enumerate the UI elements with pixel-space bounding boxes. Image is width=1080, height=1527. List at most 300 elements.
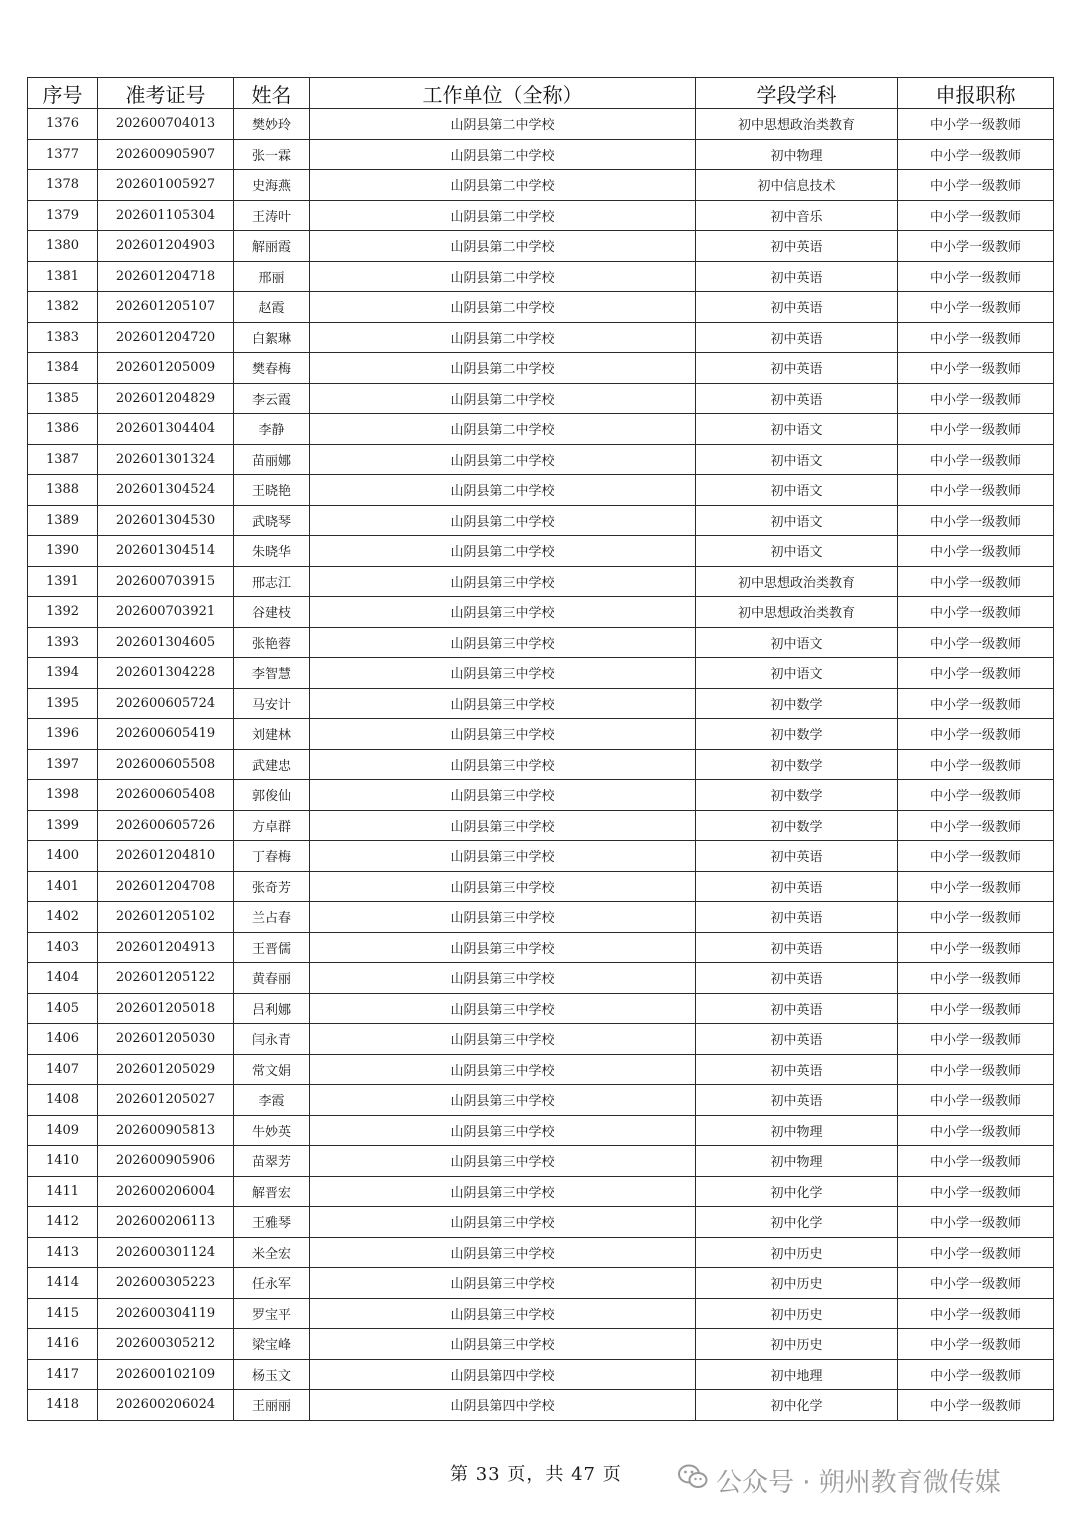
cell-subject: 初中语文 — [696, 658, 898, 689]
cell-exam-number: 202600305223 — [98, 1268, 234, 1299]
cell-exam-number: 202601205027 — [98, 1085, 234, 1116]
candidate-table — [27, 77, 1054, 1421]
cell-title: 中小学一级教师 — [898, 871, 1054, 902]
cell-seq: 1376 — [28, 109, 98, 140]
cell-name: 李智慧 — [234, 658, 310, 689]
table-row — [28, 1268, 1054, 1299]
page-number: 第 33 页，共 47 页 — [450, 1464, 622, 1485]
cell-title: 中小学一级教师 — [898, 261, 1054, 292]
cell-exam-number: 202601205102 — [98, 902, 234, 933]
cell-name: 朱晓华 — [234, 536, 310, 567]
cell-subject: 初中英语 — [696, 993, 898, 1024]
cell-seq: 1397 — [28, 749, 98, 780]
cell-name: 邢志江 — [234, 566, 310, 597]
cell-title: 中小学一级教师 — [898, 1298, 1054, 1329]
cell-name: 吕利娜 — [234, 993, 310, 1024]
cell-title: 中小学一级教师 — [898, 536, 1054, 567]
cell-name: 王涛叶 — [234, 200, 310, 231]
cell-work-unit: 山阴县第二中学校 — [310, 536, 696, 567]
cell-seq: 1390 — [28, 536, 98, 567]
cell-name: 丁春梅 — [234, 841, 310, 872]
cell-subject: 初中思想政治类教育 — [696, 597, 898, 628]
cell-subject: 初中历史 — [696, 1298, 898, 1329]
cell-name: 牛妙英 — [234, 1115, 310, 1146]
cell-work-unit: 山阴县第三中学校 — [310, 749, 696, 780]
cell-title: 中小学一级教师 — [898, 566, 1054, 597]
cell-exam-number: 202601204718 — [98, 261, 234, 292]
table-row — [28, 871, 1054, 902]
cell-seq: 1378 — [28, 170, 98, 201]
cell-seq: 1412 — [28, 1207, 98, 1238]
cell-title: 中小学一级教师 — [898, 810, 1054, 841]
cell-seq: 1379 — [28, 200, 98, 231]
cell-work-unit: 山阴县第二中学校 — [310, 414, 696, 445]
cell-subject: 初中英语 — [696, 231, 898, 262]
cell-title: 中小学一级教师 — [898, 1237, 1054, 1268]
cell-subject: 初中英语 — [696, 353, 898, 384]
cell-name: 苗翠芳 — [234, 1146, 310, 1177]
cell-subject: 初中历史 — [696, 1268, 898, 1299]
cell-seq: 1395 — [28, 688, 98, 719]
cell-exam-number: 202601304605 — [98, 627, 234, 658]
cell-subject: 初中语文 — [696, 414, 898, 445]
cell-title: 中小学一级教师 — [898, 292, 1054, 323]
cell-exam-number: 202601204903 — [98, 231, 234, 262]
cell-name: 米全宏 — [234, 1237, 310, 1268]
cell-subject: 初中英语 — [696, 1054, 898, 1085]
cell-title: 中小学一级教师 — [898, 993, 1054, 1024]
cell-exam-number: 202601304404 — [98, 414, 234, 445]
header-exam-number: 准考证号 — [98, 78, 234, 109]
cell-work-unit: 山阴县第二中学校 — [310, 109, 696, 140]
cell-subject: 初中音乐 — [696, 200, 898, 231]
cell-subject: 初中物理 — [696, 1146, 898, 1177]
cell-name: 解晋宏 — [234, 1176, 310, 1207]
cell-work-unit: 山阴县第三中学校 — [310, 780, 696, 811]
cell-exam-number: 202601204810 — [98, 841, 234, 872]
cell-work-unit: 山阴县第三中学校 — [310, 1176, 696, 1207]
cell-seq: 1416 — [28, 1329, 98, 1360]
cell-title: 中小学一级教师 — [898, 200, 1054, 231]
cell-subject: 初中英语 — [696, 383, 898, 414]
cell-title: 中小学一级教师 — [898, 1329, 1054, 1360]
cell-exam-number: 202601304228 — [98, 658, 234, 689]
table-row — [28, 749, 1054, 780]
cell-seq: 1396 — [28, 719, 98, 750]
cell-seq: 1408 — [28, 1085, 98, 1116]
cell-exam-number: 202601204913 — [98, 932, 234, 963]
cell-exam-number: 202601301324 — [98, 444, 234, 475]
cell-exam-number: 202600703915 — [98, 566, 234, 597]
cell-subject: 初中思想政治类教育 — [696, 566, 898, 597]
cell-name: 武晓琴 — [234, 505, 310, 536]
cell-seq: 1399 — [28, 810, 98, 841]
cell-seq: 1384 — [28, 353, 98, 384]
cell-name: 张艳蓉 — [234, 627, 310, 658]
cell-seq: 1417 — [28, 1359, 98, 1390]
cell-title: 中小学一级教师 — [898, 1024, 1054, 1055]
cell-seq: 1377 — [28, 139, 98, 170]
cell-title: 中小学一级教师 — [898, 505, 1054, 536]
cell-title: 中小学一级教师 — [898, 170, 1054, 201]
cell-seq: 1394 — [28, 658, 98, 689]
table-row — [28, 1024, 1054, 1055]
cell-subject: 初中语文 — [696, 536, 898, 567]
cell-name: 杨玉文 — [234, 1359, 310, 1390]
cell-subject: 初中语文 — [696, 475, 898, 506]
cell-work-unit: 山阴县第三中学校 — [310, 566, 696, 597]
table-row — [28, 200, 1054, 231]
cell-title: 中小学一级教师 — [898, 1176, 1054, 1207]
cell-work-unit: 山阴县第二中学校 — [310, 231, 696, 262]
cell-work-unit: 山阴县第三中学校 — [310, 1024, 696, 1055]
cell-exam-number: 202601204720 — [98, 322, 234, 353]
table-row — [28, 1085, 1054, 1116]
cell-exam-number: 202600605726 — [98, 810, 234, 841]
cell-seq: 1403 — [28, 932, 98, 963]
cell-work-unit: 山阴县第三中学校 — [310, 719, 696, 750]
cell-seq: 1402 — [28, 902, 98, 933]
cell-work-unit: 山阴县第三中学校 — [310, 658, 696, 689]
cell-name: 王晓艳 — [234, 475, 310, 506]
cell-name: 闫永青 — [234, 1024, 310, 1055]
table-row — [28, 963, 1054, 994]
cell-work-unit: 山阴县第三中学校 — [310, 1054, 696, 1085]
table-row — [28, 1207, 1054, 1238]
cell-subject: 初中历史 — [696, 1329, 898, 1360]
cell-title: 中小学一级教师 — [898, 475, 1054, 506]
cell-exam-number: 202600605419 — [98, 719, 234, 750]
cell-work-unit: 山阴县第三中学校 — [310, 1115, 696, 1146]
cell-subject: 初中思想政治类教育 — [696, 109, 898, 140]
cell-exam-number: 202601205018 — [98, 993, 234, 1024]
cell-work-unit: 山阴县第三中学校 — [310, 841, 696, 872]
cell-name: 解丽霞 — [234, 231, 310, 262]
cell-exam-number: 202601205029 — [98, 1054, 234, 1085]
cell-seq: 1413 — [28, 1237, 98, 1268]
cell-title: 中小学一级教师 — [898, 444, 1054, 475]
table-row — [28, 627, 1054, 658]
cell-name: 王雅琴 — [234, 1207, 310, 1238]
cell-exam-number: 202601105304 — [98, 200, 234, 231]
table-row — [28, 444, 1054, 475]
cell-name: 樊妙玲 — [234, 109, 310, 140]
cell-seq: 1400 — [28, 841, 98, 872]
cell-seq: 1382 — [28, 292, 98, 323]
cell-subject: 初中英语 — [696, 932, 898, 963]
cell-exam-number: 202601304514 — [98, 536, 234, 567]
table-row — [28, 780, 1054, 811]
cell-title: 中小学一级教师 — [898, 658, 1054, 689]
cell-name: 樊春梅 — [234, 353, 310, 384]
cell-seq: 1387 — [28, 444, 98, 475]
cell-work-unit: 山阴县第三中学校 — [310, 1237, 696, 1268]
cell-title: 中小学一级教师 — [898, 322, 1054, 353]
cell-seq: 1405 — [28, 993, 98, 1024]
table-row — [28, 536, 1054, 567]
header-work-unit: 工作单位（全称） — [310, 78, 696, 109]
cell-name: 邢丽 — [234, 261, 310, 292]
cell-exam-number: 202601304524 — [98, 475, 234, 506]
cell-subject: 初中语文 — [696, 444, 898, 475]
cell-work-unit: 山阴县第二中学校 — [310, 292, 696, 323]
cell-exam-number: 202600905813 — [98, 1115, 234, 1146]
cell-subject: 初中英语 — [696, 841, 898, 872]
cell-seq: 1392 — [28, 597, 98, 628]
watermark — [678, 1462, 1001, 1499]
cell-subject: 初中信息技术 — [696, 170, 898, 201]
table-row — [28, 1115, 1054, 1146]
cell-title: 中小学一级教师 — [898, 231, 1054, 262]
cell-work-unit: 山阴县第三中学校 — [310, 810, 696, 841]
cell-work-unit: 山阴县第三中学校 — [310, 963, 696, 994]
cell-work-unit: 山阴县第三中学校 — [310, 871, 696, 902]
cell-subject: 初中英语 — [696, 1024, 898, 1055]
table-row — [28, 993, 1054, 1024]
cell-name: 梁宝峰 — [234, 1329, 310, 1360]
table-row — [28, 688, 1054, 719]
cell-subject: 初中数学 — [696, 749, 898, 780]
cell-title: 中小学一级教师 — [898, 353, 1054, 384]
cell-work-unit: 山阴县第三中学校 — [310, 1268, 696, 1299]
cell-seq: 1391 — [28, 566, 98, 597]
cell-exam-number: 202601205107 — [98, 292, 234, 323]
cell-subject: 初中数学 — [696, 780, 898, 811]
header-name: 姓名 — [234, 78, 310, 109]
cell-name: 任永军 — [234, 1268, 310, 1299]
table-row — [28, 1298, 1054, 1329]
cell-name: 郭俊仙 — [234, 780, 310, 811]
table-row — [28, 1146, 1054, 1177]
cell-work-unit: 山阴县第三中学校 — [310, 1329, 696, 1360]
cell-seq: 1414 — [28, 1268, 98, 1299]
cell-subject: 初中英语 — [696, 261, 898, 292]
cell-seq: 1386 — [28, 414, 98, 445]
cell-exam-number: 202600206024 — [98, 1390, 234, 1421]
cell-seq: 1410 — [28, 1146, 98, 1177]
cell-title: 中小学一级教师 — [898, 1146, 1054, 1177]
table-row — [28, 1359, 1054, 1390]
cell-title: 中小学一级教师 — [898, 1268, 1054, 1299]
cell-exam-number: 202600905906 — [98, 1146, 234, 1177]
cell-title: 中小学一级教师 — [898, 1207, 1054, 1238]
cell-work-unit: 山阴县第三中学校 — [310, 1207, 696, 1238]
table-row — [28, 505, 1054, 536]
cell-seq: 1389 — [28, 505, 98, 536]
table-row — [28, 322, 1054, 353]
cell-exam-number: 202601204829 — [98, 383, 234, 414]
cell-title: 中小学一级教师 — [898, 963, 1054, 994]
cell-subject: 初中语文 — [696, 627, 898, 658]
cell-work-unit: 山阴县第三中学校 — [310, 1146, 696, 1177]
watermark-text: 公众号 · 朔州教育微传媒 — [716, 1468, 1001, 1498]
table-row — [28, 1237, 1054, 1268]
header-seq: 序号 — [28, 78, 98, 109]
cell-exam-number: 202601205030 — [98, 1024, 234, 1055]
cell-title: 中小学一级教师 — [898, 139, 1054, 170]
cell-work-unit: 山阴县第二中学校 — [310, 383, 696, 414]
cell-subject: 初中化学 — [696, 1390, 898, 1421]
cell-subject: 初中化学 — [696, 1176, 898, 1207]
cell-title: 中小学一级教师 — [898, 1115, 1054, 1146]
cell-title: 中小学一级教师 — [898, 719, 1054, 750]
cell-name: 王丽丽 — [234, 1390, 310, 1421]
cell-exam-number: 202600703921 — [98, 597, 234, 628]
cell-name: 张奇芳 — [234, 871, 310, 902]
cell-name: 常文娟 — [234, 1054, 310, 1085]
cell-title: 中小学一级教师 — [898, 597, 1054, 628]
cell-work-unit: 山阴县第三中学校 — [310, 1085, 696, 1116]
cell-title: 中小学一级教师 — [898, 414, 1054, 445]
cell-title: 中小学一级教师 — [898, 627, 1054, 658]
cell-work-unit: 山阴县第四中学校 — [310, 1390, 696, 1421]
cell-seq: 1407 — [28, 1054, 98, 1085]
header-title: 申报职称 — [898, 78, 1054, 109]
cell-work-unit: 山阴县第三中学校 — [310, 688, 696, 719]
wechat-icon — [678, 1464, 708, 1497]
cell-exam-number: 202600704013 — [98, 109, 234, 140]
cell-work-unit: 山阴县第四中学校 — [310, 1359, 696, 1390]
table-row — [28, 566, 1054, 597]
table-row — [28, 170, 1054, 201]
cell-subject: 初中历史 — [696, 1237, 898, 1268]
cell-name: 李静 — [234, 414, 310, 445]
cell-title: 中小学一级教师 — [898, 1054, 1054, 1085]
cell-exam-number: 202600102109 — [98, 1359, 234, 1390]
table-row — [28, 292, 1054, 323]
cell-exam-number: 202601204708 — [98, 871, 234, 902]
cell-exam-number: 202600206004 — [98, 1176, 234, 1207]
cell-seq: 1404 — [28, 963, 98, 994]
cell-name: 李霞 — [234, 1085, 310, 1116]
cell-title: 中小学一级教师 — [898, 841, 1054, 872]
cell-subject: 初中英语 — [696, 871, 898, 902]
cell-seq: 1383 — [28, 322, 98, 353]
cell-work-unit: 山阴县第三中学校 — [310, 902, 696, 933]
cell-work-unit: 山阴县第二中学校 — [310, 322, 696, 353]
cell-work-unit: 山阴县第二中学校 — [310, 505, 696, 536]
table-row — [28, 1329, 1054, 1360]
cell-work-unit: 山阴县第三中学校 — [310, 1298, 696, 1329]
table-row — [28, 261, 1054, 292]
cell-name: 马安计 — [234, 688, 310, 719]
cell-title: 中小学一级教师 — [898, 749, 1054, 780]
cell-subject: 初中化学 — [696, 1207, 898, 1238]
cell-subject: 初中英语 — [696, 292, 898, 323]
cell-subject: 初中英语 — [696, 902, 898, 933]
cell-name: 白絮琳 — [234, 322, 310, 353]
cell-title: 中小学一级教师 — [898, 1390, 1054, 1421]
table-row — [28, 1054, 1054, 1085]
cell-exam-number: 202601304530 — [98, 505, 234, 536]
cell-exam-number: 202600605508 — [98, 749, 234, 780]
cell-work-unit: 山阴县第三中学校 — [310, 932, 696, 963]
cell-subject: 初中地理 — [696, 1359, 898, 1390]
cell-name: 谷建枝 — [234, 597, 310, 628]
cell-work-unit: 山阴县第二中学校 — [310, 170, 696, 201]
cell-exam-number: 202600305212 — [98, 1329, 234, 1360]
cell-work-unit: 山阴县第三中学校 — [310, 597, 696, 628]
table-row — [28, 932, 1054, 963]
cell-seq: 1411 — [28, 1176, 98, 1207]
cell-name: 罗宝平 — [234, 1298, 310, 1329]
table-row — [28, 231, 1054, 262]
cell-work-unit: 山阴县第三中学校 — [310, 627, 696, 658]
table-row — [28, 841, 1054, 872]
cell-subject: 初中物理 — [696, 1115, 898, 1146]
cell-seq: 1381 — [28, 261, 98, 292]
cell-seq: 1409 — [28, 1115, 98, 1146]
cell-exam-number: 202600301124 — [98, 1237, 234, 1268]
table-row — [28, 353, 1054, 384]
cell-name: 王晋儒 — [234, 932, 310, 963]
cell-name: 方卓群 — [234, 810, 310, 841]
cell-seq: 1393 — [28, 627, 98, 658]
table-row — [28, 475, 1054, 506]
cell-work-unit: 山阴县第二中学校 — [310, 200, 696, 231]
cell-title: 中小学一级教师 — [898, 932, 1054, 963]
cell-subject: 初中英语 — [696, 322, 898, 353]
cell-exam-number: 202600206113 — [98, 1207, 234, 1238]
table-row — [28, 1390, 1054, 1421]
cell-exam-number: 202600304119 — [98, 1298, 234, 1329]
header-subject: 学段学科 — [696, 78, 898, 109]
table-body — [28, 109, 1054, 1421]
cell-exam-number: 202601005927 — [98, 170, 234, 201]
table-row — [28, 109, 1054, 140]
cell-name: 兰占春 — [234, 902, 310, 933]
cell-title: 中小学一级教师 — [898, 780, 1054, 811]
cell-name: 张一霖 — [234, 139, 310, 170]
table-row — [28, 1176, 1054, 1207]
cell-work-unit: 山阴县第二中学校 — [310, 444, 696, 475]
cell-subject: 初中语文 — [696, 505, 898, 536]
cell-title: 中小学一级教师 — [898, 1359, 1054, 1390]
cell-work-unit: 山阴县第二中学校 — [310, 475, 696, 506]
table-row — [28, 139, 1054, 170]
table-row — [28, 383, 1054, 414]
cell-name: 苗丽娜 — [234, 444, 310, 475]
cell-exam-number: 202600605408 — [98, 780, 234, 811]
cell-title: 中小学一级教师 — [898, 902, 1054, 933]
table-row — [28, 719, 1054, 750]
cell-seq: 1398 — [28, 780, 98, 811]
cell-work-unit: 山阴县第二中学校 — [310, 139, 696, 170]
cell-work-unit: 山阴县第二中学校 — [310, 353, 696, 384]
cell-work-unit: 山阴县第二中学校 — [310, 261, 696, 292]
cell-name: 黄春丽 — [234, 963, 310, 994]
cell-seq: 1388 — [28, 475, 98, 506]
cell-seq: 1406 — [28, 1024, 98, 1055]
cell-subject: 初中数学 — [696, 719, 898, 750]
cell-seq: 1385 — [28, 383, 98, 414]
table-row — [28, 658, 1054, 689]
cell-title: 中小学一级教师 — [898, 109, 1054, 140]
cell-name: 刘建林 — [234, 719, 310, 750]
cell-seq: 1401 — [28, 871, 98, 902]
cell-name: 史海燕 — [234, 170, 310, 201]
table-row — [28, 597, 1054, 628]
cell-exam-number: 202601205122 — [98, 963, 234, 994]
cell-name: 李云霞 — [234, 383, 310, 414]
cell-name: 赵霞 — [234, 292, 310, 323]
cell-subject: 初中数学 — [696, 688, 898, 719]
table-header-row — [28, 78, 1054, 109]
cell-subject: 初中物理 — [696, 139, 898, 170]
cell-exam-number: 202600605724 — [98, 688, 234, 719]
cell-subject: 初中数学 — [696, 810, 898, 841]
cell-subject: 初中英语 — [696, 963, 898, 994]
